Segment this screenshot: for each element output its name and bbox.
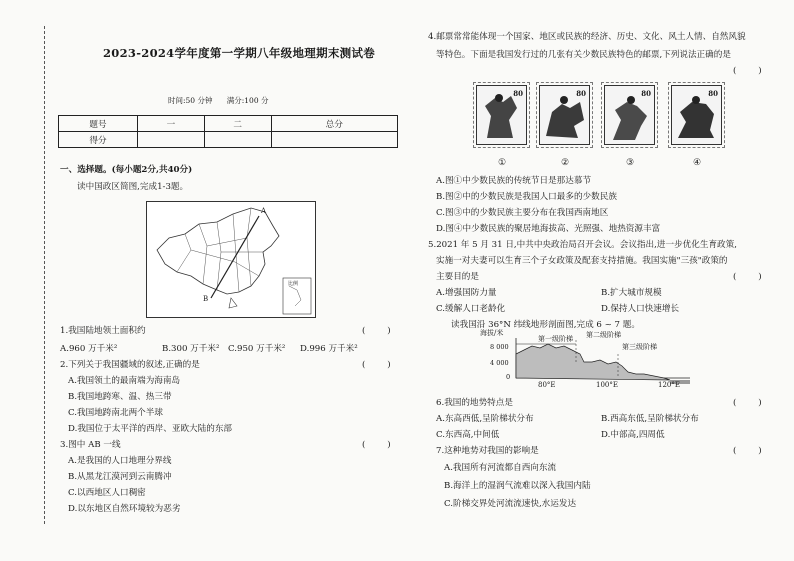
stamp-4 [671,85,722,145]
q4-option-b: B.图②中的少数民族是我国人口最多的少数民族 [436,192,617,202]
stamp-2 [539,85,590,145]
stamp-number-1: ① [498,158,507,168]
section1-instruction: 读中国政区简图,完成1-3题。 [77,182,189,192]
q2-option-a: A.我国领土的最南端为海南岛 [68,376,181,386]
score-input-cell[interactable] [204,132,271,148]
map-inset-label: 比例 [288,281,299,287]
q3-option-c: C.以西地区人口稠密 [68,488,146,498]
stamp-3 [604,85,655,145]
stamp-value: 80 [641,89,651,98]
q4-option-c: C.图③中的少数民族主要分布在我国西南地区 [436,208,609,218]
q5-option-a: A.增强国防力量 [436,288,497,298]
china-map [146,201,316,318]
q6-option-c: C.东西高,中间低 [436,430,500,440]
q6-option-d: D.中部高,四周低 [601,430,665,440]
q5-stem-line3: 主要目的是 [436,272,479,282]
exam-title: 2023-2024学年度第一学期八年级地理期末测试卷 [103,46,376,60]
q4-answer-paren[interactable]: ( ) [733,66,762,76]
q3-stem: 3.图中 AB 一线 [60,440,121,450]
q7-answer-paren[interactable]: ( ) [733,446,762,456]
score-header-cell: 题号 [59,116,138,132]
q5-option-c: C.缓解人口老龄化 [436,304,506,314]
stamp-number-4: ④ [693,158,702,168]
q6-7-intro: 读我国沿 36°N 纬线地形剖面图,完成 6 ~ 7 题。 [451,320,640,330]
score-label-cell: 得分 [59,132,138,148]
score-header-cell: 总分 [271,116,398,132]
q2-stem: 2.下列关于我国疆域的叙述,正确的是 [60,360,200,370]
stamp-value: 80 [576,89,586,98]
q4-option-a: A.图①中少数民族的传统节日是那达慕节 [436,176,592,186]
q3-option-b: B.从黑龙江漠河到云南腾冲 [68,472,172,482]
profile-y-0: 0 [506,373,511,381]
q7-option-a: A.我国所有河流都自西向东流 [444,463,557,473]
profile-x-100e: 100°E [596,381,618,389]
map-label-b: B [203,295,209,303]
q4-stem-line2: 等特色。下面是我国发行过的几张有关少数民族特色的邮票,下列说法正确的是 [436,50,731,60]
q7-stem: 7.这种地势对我国的影响是 [436,446,539,456]
q2-answer-paren[interactable]: ( ) [362,360,391,370]
q6-answer-paren[interactable]: ( ) [733,398,762,408]
china-outline-graphic [147,202,315,317]
q1-option-a: A.960 万千米² [60,344,118,354]
q4-stem-line1: 4.邮票常常能体现一个国家、地区或民族的经济、历史、文化、风土人情、自然风貌 [428,32,746,42]
section1-heading: 一、选择题。(每小题2分,共40分) [60,165,193,175]
stamp-value: 80 [708,89,718,98]
q2-option-c: C.我国地跨南北两个半球 [68,408,163,418]
q3-answer-paren[interactable]: ( ) [362,440,391,450]
q6-stem: 6.我国的地势特点是 [436,398,513,408]
q5-option-b: B.扩大城市规模 [601,288,662,298]
step2-label: 第二级阶梯 [586,331,621,339]
q7-option-c: C.阶梯交界处河流流速快,水运发达 [444,499,577,509]
profile-x-80e: 80°E [538,381,556,389]
score-header-cell: 二 [204,116,271,132]
score-input-cell[interactable] [271,132,398,148]
q1-option-d: D.996 万千米² [300,344,358,354]
profile-ylabel: 海拔/米 [480,329,504,337]
q6-option-b: B.西高东低,呈阶梯状分布 [601,414,699,424]
stamp-number-2: ② [561,158,570,168]
terrain-profile [480,329,694,394]
q2-option-d: D.我国位于太平洋的西岸、亚欧大陆的东部 [68,424,233,434]
q2-option-b: B.我国地跨寒、温、热三带 [68,392,172,402]
q3-option-a: A.是我国的人口地理分界线 [68,456,172,466]
q3-option-d: D.以东地区自然环境较为恶劣 [68,504,181,514]
profile-y-4000: 4 000 [490,359,509,367]
q5-stem-line2: 实施一对夫妻可以生育三个子女政策及配套支持措施。我国实施"三孩"政策的 [436,256,728,266]
q5-answer-paren[interactable]: ( ) [733,272,762,282]
profile-x-120e: 120°E [658,381,680,389]
q7-option-b: B.海洋上的湿润气流难以深入我国内陆 [444,481,591,491]
profile-y-8000: 8 000 [490,343,509,351]
score-table [58,115,398,148]
q6-option-a: A.东高西低,呈阶梯状分布 [436,414,534,424]
score-input-cell[interactable] [138,132,205,148]
time-info: 时间:50 分钟 满分:100 分 [168,96,269,105]
q1-answer-paren[interactable]: ( ) [362,326,391,336]
map-label-a: A [261,207,267,215]
q4-option-d: D.图④中少数民族的聚居地海拔高、光照强、地热资源丰富 [436,224,661,234]
q1-option-b: B.300 万千米² [162,344,220,354]
q1-option-c: C.950 万千米² [228,344,286,354]
q5-option-d: D.保持人口快速增长 [601,304,680,314]
q5-stem-line1: 5.2021 年 5 月 31 日,中共中央政治局召开会议。会议指出,进一步优化生育政策, [428,240,737,250]
step1-label: 第一级阶梯 [538,335,573,343]
binding-margin-line [44,26,45,524]
score-header-cell: 一 [138,116,205,132]
stamp-value: 80 [513,89,523,98]
stamp-number-3: ③ [626,158,635,168]
stamp-1 [476,85,527,145]
q1-stem: 1.我国陆地领土面积约 [60,326,146,336]
step3-label: 第三级阶梯 [622,343,657,351]
